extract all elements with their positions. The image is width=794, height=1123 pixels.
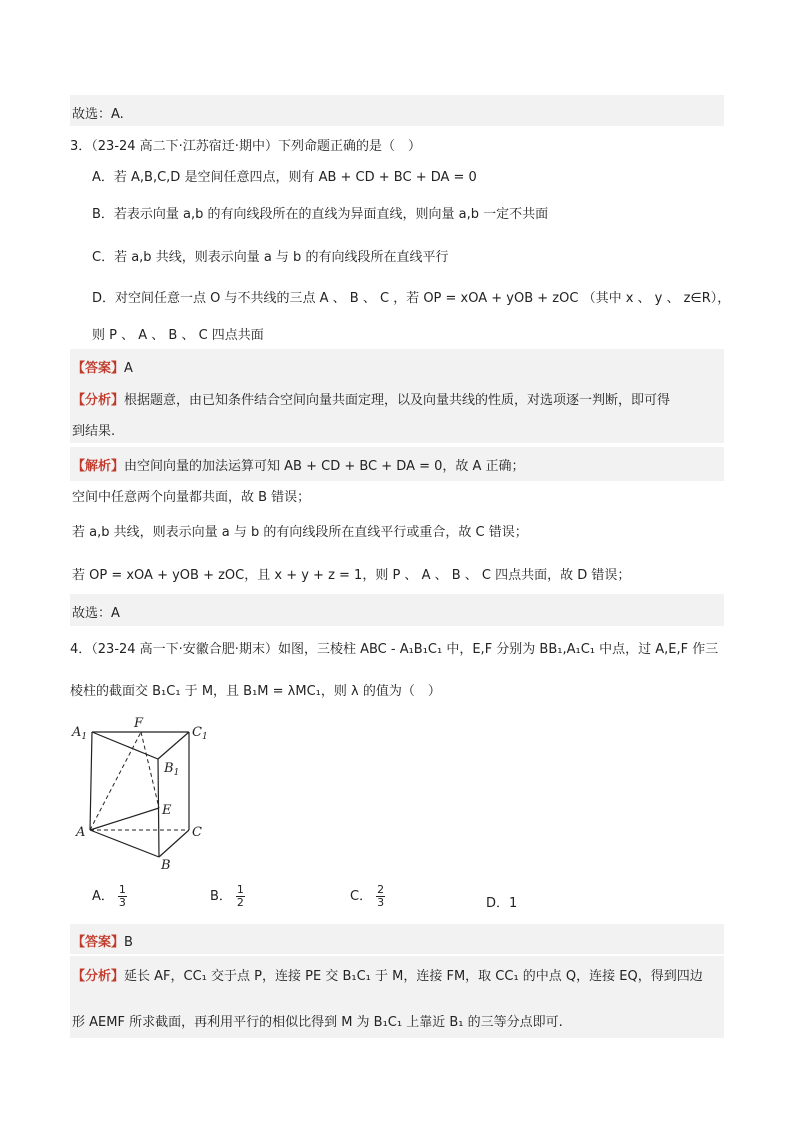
q4-analysis-line1: 延长 AF，CC₁ 交于点 P，连接 PE 交 B₁C₁ 于 M，连接 FM，取 CC₁ 的中点 Q，连接 EQ，得到四边 [124, 969, 703, 984]
q4-analysis-line2: 形 AEMF 所求截面，再利用平行的相似比得到 M 为 B₁C₁ 上靠近 B₁ 的三等分点即可. [72, 1015, 563, 1030]
label-c: C [192, 825, 202, 840]
q3-solution-line1: 由空间向量的加法运算可知 AB + CD + BC + DA = 0，故 A 正确； [124, 459, 525, 474]
answer-tag: 【答案】 [72, 935, 125, 950]
label-c1: $C_1$ [192, 725, 208, 742]
q3-solution-rest [70, 481, 724, 591]
q4-block [70, 632, 724, 702]
answer-tag: 【答案】 [72, 361, 125, 376]
q3-option-a: A．若 A,B,C,D 是空间任意四点，则有 AB + CD + BC + DA = 0 [92, 170, 477, 185]
q4-answer: B [124, 935, 133, 950]
q2-answer-block [70, 95, 724, 126]
q3-analysis-line2: 到结果. [72, 424, 116, 439]
label-f: F [134, 716, 144, 731]
q4-stem-line1: 4．（23-24 高一下·安徽合肥·期末）如图，三棱柱 ABC - A₁B₁C₁ 中，E,F 分别为 BB₁,A₁C₁ 中点，过 A,E,F 作三 [70, 642, 719, 657]
q3-final-answer: 故选：A [72, 606, 120, 621]
label-e: E [162, 803, 172, 818]
q3-stem: 3．（23-24 高二下·江苏宿迁·期中）下列命题正确的是（ ） [70, 139, 421, 154]
analysis-tag: 【分析】 [72, 969, 125, 984]
q4-option-d: D．1 [486, 896, 518, 911]
label-a1: $A_1$ [72, 725, 88, 742]
q3-answer-block [70, 349, 724, 381]
q3-solution-block [70, 447, 724, 481]
label-a: A [76, 825, 86, 840]
prism-figure [68, 712, 218, 872]
q3-option-b: B．若表示向量 a,b 的有向线段所在的直线为异面直线，则向量 a,b 一定不共面 [92, 207, 549, 222]
q3-solution-line4: 若 OP = xOA + yOB + zOC，且 x + y + z = 1，则 P 、 A 、 B 、 C 四点共面，故 D 错误； [72, 568, 631, 583]
solution-tag: 【解析】 [72, 459, 125, 474]
q4-stem-line2: 棱柱的截面交 B₁C₁ 于 M，且 B₁M = λMC₁，则 λ 的值为（ ） [70, 684, 441, 699]
q3-solution-line3: 若 a,b 共线，则表示向量 a 与 b 的有向线段所在直线平行或重合，故 C 错误； [72, 525, 528, 540]
q2-final-answer: 故选：A. [72, 107, 124, 122]
q3-block [70, 130, 731, 345]
q4-option-c: C． $\frac{2}{3}$ [350, 883, 385, 909]
q4-answer-block [70, 924, 724, 954]
label-b: B [161, 858, 171, 872]
analysis-tag: 【分析】 [72, 393, 125, 408]
q3-analysis-line1: 根据题意，由已知条件结合空间向量共面定理，以及向量共线的性质，对选项逐一判断，即可得 [124, 393, 671, 408]
q3-answer: A [124, 361, 133, 376]
q4-options [70, 882, 724, 922]
q4-option-b: B． $\frac{1}{2}$ [210, 883, 244, 909]
q3-analysis-block [70, 381, 724, 443]
q3-option-d-line2: 则 P 、 A 、 B 、 C 四点共面 [92, 328, 264, 343]
q3-solution-line2: 空间中任意两个向量都共面，故 B 错误； [72, 490, 311, 505]
q4-analysis-block [70, 956, 724, 1038]
q3-option-c: C．若 a,b 共线，则表示向量 a 与 b 的有向线段所在直线平行 [92, 250, 449, 265]
q3-option-d-line1: D．对空间任意一点 O 与不共线的三点 A 、 B 、 C ，若 OP = xOA + yOB + zOC （其中 x 、 y 、 z∈R）， [92, 291, 731, 306]
q3-final-block [70, 594, 724, 626]
label-b1: $B_1$ [164, 761, 180, 778]
q4-option-a: A． $\frac{1}{3}$ [92, 883, 126, 909]
